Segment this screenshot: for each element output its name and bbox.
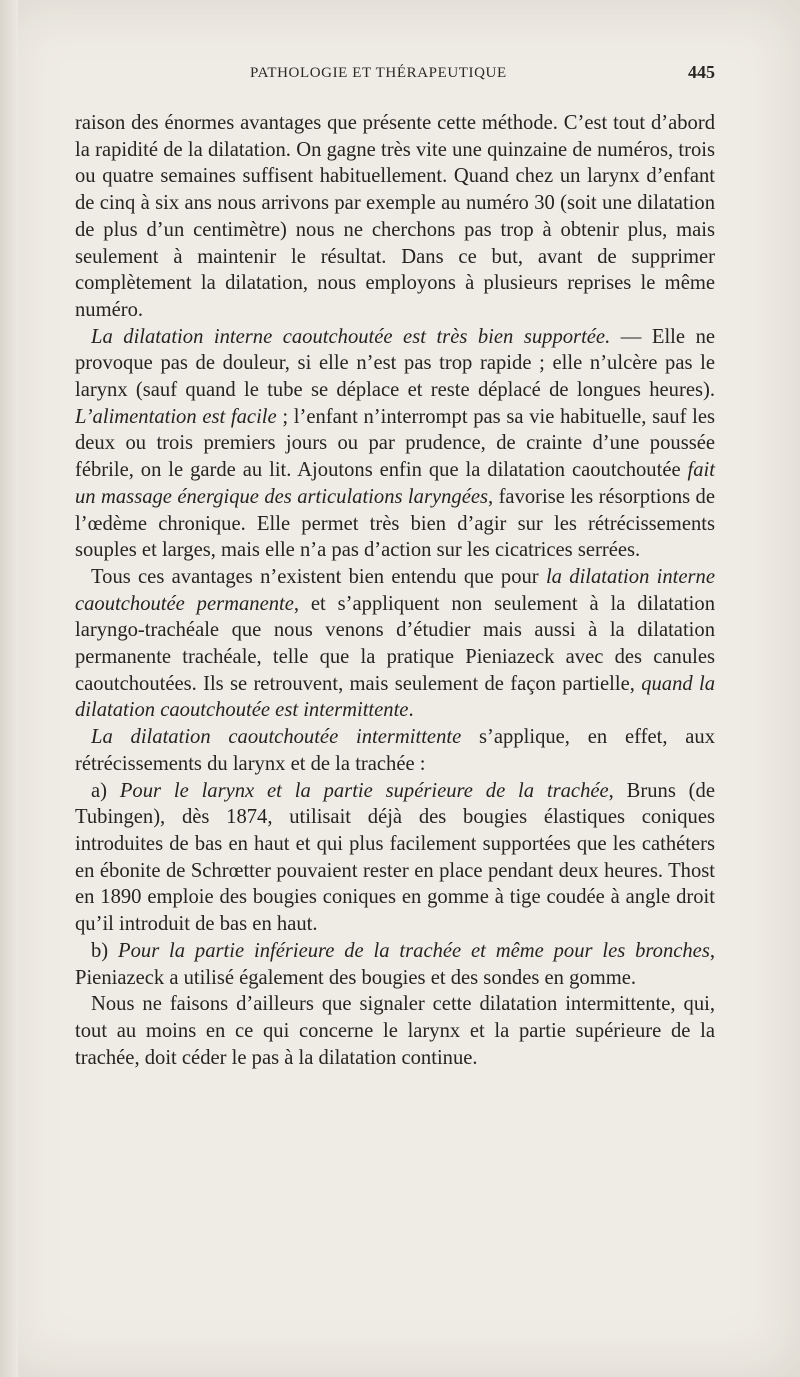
paragraph xyxy=(75,938,715,991)
italic-text-run: Pour la partie inférieure de la trachée et même pour les bronches xyxy=(118,939,710,962)
text-run: b) xyxy=(91,939,119,962)
italic-text-run: L’alimentation est facile xyxy=(75,405,277,428)
text-run: , favorise les résorptions de l’œdème chronique. Elle permet très bien d’agir sur les rétrécissements souples et larges, mais elle n’a pas d’action sur les cicatrices serrées. xyxy=(75,485,715,562)
italic-text-run: la dilatation interne caoutchoutée permanente xyxy=(75,565,715,615)
page-edge xyxy=(0,0,18,1377)
text-run: s’applique, en effet, aux rétrécissements du larynx et de la trachée : xyxy=(75,726,715,775)
text-run: , et s’appliquent non seulement à la dilatation laryngo-trachéale que nous venons d’étudier mais aussi à la dilatation permanente trachéale, telle que la pratique Pieniazeck avec des canules caoutchoutées. Ils se retrouvent, mais seulement de façon partielle, xyxy=(75,592,715,695)
text-run: Tous ces avantages n’existent bien entendu que pour xyxy=(91,565,546,588)
paragraph xyxy=(75,324,715,564)
page-header xyxy=(75,62,715,86)
italic-text-run: fait un massage énergique des articulations laryngées xyxy=(75,459,715,508)
text-run: , Bruns (de Tubingen), dès 1874, utilisait déjà des bougies élastiques coniques introduites de bas en haut et qui plus facilement supportées que les cathéters en ébonite de Schrœtter pouvaient rester en place pendant deux heures. Thost en 1890 emploie des bougies coniques en gomme à tige coudée à angle droit qu’il introduit de bas en haut. xyxy=(75,779,715,936)
paragraph xyxy=(75,110,715,324)
italic-text-run: quand la dilatation caoutchoutée est intermittente xyxy=(75,672,715,722)
text-run: ; l’enfant n’interrompt pas sa vie habituelle, sauf les deux ou trois premiers jours ou par prudence, de crainte d’une poussée fébrile, on le garde au lit. Ajoutons enfin que la dilatation caoutchoutée xyxy=(75,405,715,482)
italic-text-run: Pour le larynx et la partie supérieure de la trachée xyxy=(119,779,609,802)
text-run: Nous ne faisons d’ailleurs que signaler cette dilatation intermittente, qui, tout au moins en ce qui concerne le larynx et la partie supérieure de la trachée, doit céder le pas à la dilatation continue. xyxy=(75,993,715,1069)
body-text xyxy=(75,110,715,1071)
text-run: a) xyxy=(91,779,120,802)
paragraph xyxy=(75,564,715,724)
text-run: . xyxy=(408,699,414,722)
text-run: — Elle ne provoque pas de douleur, si elle n’est pas trop rapide ; elle n’ulcère pas le larynx (sauf quand le tube se déplace et reste déplacé de longues heures). xyxy=(75,325,716,402)
text-run: raison des énormes avantages que présente cette méthode. C’est tout d’abord la rapidité de la dilatation. On gagne très vite une quinzaine de numéros, trois ou quatre semaines suffisent habituellement. Quand chez un larynx d’enfant de cinq à six ans nous arrivons par exemple au numéro 30 (soit une dilatation de plus d’un centimètre) nous ne cherchons pas trop à obtenir plus, mais seulement à maintenir le résultat. Dans ce but, avant de supprimer complètement la dilatation, nous employons à plusieurs reprises le même numéro. xyxy=(75,112,715,321)
running-title: PATHOLOGIE ET THÉRAPEUTIQUE xyxy=(250,65,507,81)
italic-text-run: La dilatation interne caoutchoutée est très bien supportée. xyxy=(91,325,611,348)
paragraph xyxy=(75,991,715,1071)
page-number: 445 xyxy=(688,62,715,82)
paragraph xyxy=(75,778,715,938)
text-run: , Pieniazeck a utilisé également des bougies et des sondes en gomme. xyxy=(75,939,715,989)
italic-text-run: La dilatation caoutchoutée intermittente xyxy=(91,726,462,749)
paragraph xyxy=(75,724,715,777)
